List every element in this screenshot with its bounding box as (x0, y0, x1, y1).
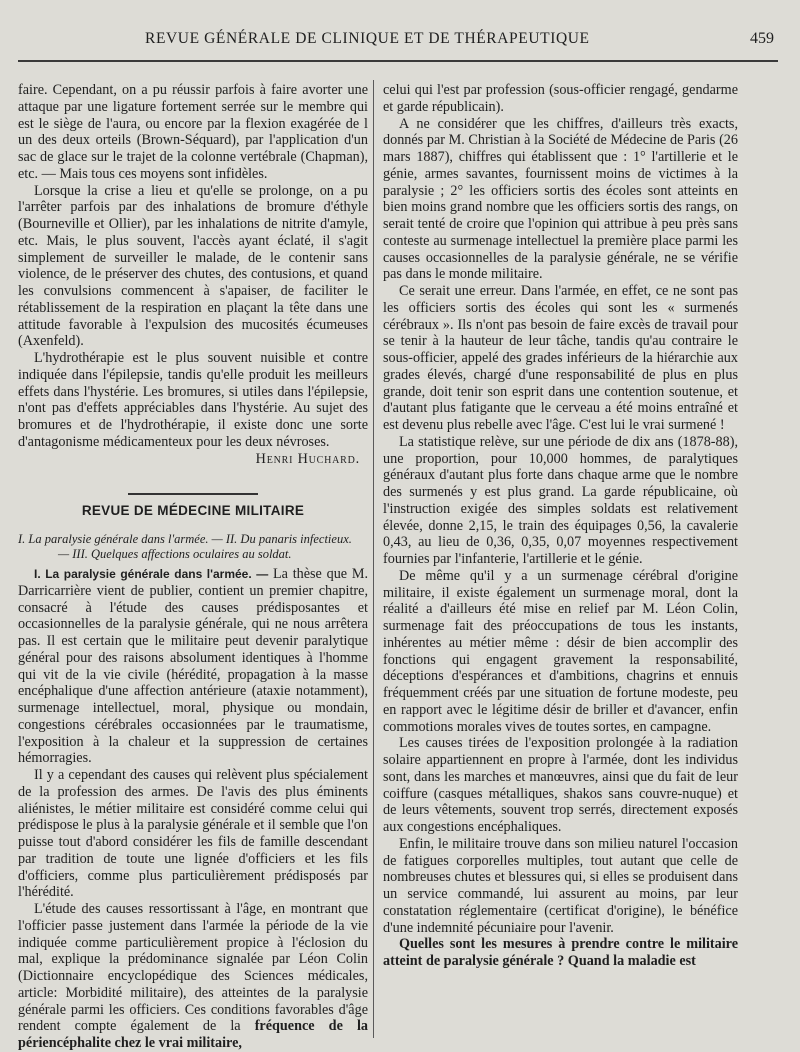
paragraph (18, 566, 368, 767)
paragraph: Quelles sont les mesures à prendre contre le militaire atteint de paralysie générale ? Quand la maladie est (383, 936, 738, 969)
run-in-heading: I. La paralysie générale dans l'armée. — (34, 567, 269, 581)
paragraph (18, 901, 368, 1052)
paragraph-text: L'étude des causes ressortissant à l'âge, en montrant que l'officier passe justement dans l'armée la période de la vie indiquée comme particulièrement propice à l'éclosion du mal, explique la prédominance signalée par Léon Colin (Dictionnaire encyclopédique des Sciences médicales, article: Morbidité militaire), des atteintes de la paralysie générale parmi les officiers. Ces conditions favorables d'âge rendent compte également de la (18, 901, 368, 1035)
paragraph: L'hydrothérapie est le plus souvent nuisible et contre indiquée dans l'épilepsie, tandis qu'elle produit les meilleurs effets dans l'hystérie. Les bromures, si utiles dans l'épilepsie, n'ont pas d'effets appréciables dans l'hystérie. Au sujet des bromures et de l'hydrothérapie, il existe donc une sorte d'antagonisme médicamenteux pour les deux névroses. (18, 350, 368, 450)
paragraph-text: La thèse que M. Darricarrière vient de publier, contient un premier chapitre, consacré à l'étude des causes prédisposantes et occasionnelles de la paralysie générale, qui ne nous arrêtera pas. Il est certain que le militaire peut devenir paralytique général pour des raisons absolument identiques à l'homme qui vit de la vie civile (hérédité, propagation à la masse encéphalique d'une affection antérieure (ataxie notamment), surmenage intellectuel, moral, physique ou mondain, congestions cérébrales occasionnées par le traumatisme, l'exposition à la chaleur et la suppression de certaines hémorragies. (18, 566, 369, 767)
author-signature: Henri Huchard. (255, 450, 360, 467)
paragraph: Enfin, le militaire trouve dans son milieu naturel l'occasion de fatigues corporelles multiples, tout autant que celle de nombreuses chutes et blessures qui, si elles se produisent dans un service commandé, lui assurent au moins, par leur constatation réglementaire (certificat d'origine), le bénéfice d'une indemnité pécuniaire pour l'avenir. (383, 835, 738, 936)
summary-line: I. La paralysie générale dans l'armée. — II. Du panaris infectieux. (18, 532, 352, 546)
paragraph: Ce serait une erreur. Dans l'armée, en effet, ce ne sont pas les officiers sortis des écoles qui sont les « surmenés cérébraux ». Ils n'ont pas besoin de faire excès de travail pour se tenir à la hauteur de leur tâche, tandis qu'au contraire le sous-officier, appelé des grades inférieurs de la hiérarchie aux grades élevés, chargé d'une responsabilité de plus en plus grande, doit tenir son esprit dans une contention soutenue, et d'autant plus fatigante que le cerveau a été moins entraîné et est devenu plus rebelle avec l'âge. C'est lui le vrai surmené ! (383, 283, 738, 433)
summary-line: — III. Quelques affections oculaires au soldat. (58, 547, 292, 561)
page-number: 459 (750, 30, 774, 47)
paragraph: De même qu'il y a un surmenage cérébral d'origine militaire, il existe également un surmenage moral, dont la réalité a d'ailleurs été mise en relief par M. Léon Colin, surmenage fait des préoccupations de tous les instants, inhérentes au métier même : désir de bien accomplir des fonctions qui engagent gravement la responsabilité, déceptions d'espérances et d'ambitions, chagrins et ennuis fréquemment créés par une situation de fortune modeste, peu en rapport avec le légitime désir de briller et d'avancer, enfin commotions morales vives de toutes sortes, en campagne. (383, 567, 738, 735)
running-head (40, 28, 780, 54)
right-column (383, 82, 738, 970)
paragraph: A ne considérer que les chiffres, d'ailleurs très exacts, donnés par M. Christian à la Société de Médecine de Paris (26 mars 1887), chiffres qui établissent que : 1° l'artillerie et le génie, armes savantes, fournissent moins de victimes à la paralysie ; 2° les officiers sortis des écoles sont atteints en bien moins grand nombre que les officiers sortis des rangs, on serait tenté de croire que l'opinion qui attribue à peu près sans conteste au surmenage intellectuel la première place parmi les causes occasionnelles de la paralysie générale, ne se vérifie pas dans le monde militaire. (383, 115, 738, 283)
left-column (18, 82, 368, 1052)
paragraph: Les causes tirées de l'exposition prolongée à la radiation solaire appartiennent en propre à l'armée, dont les individus sont, dans les marches et manœuvres, ainsi que du fait de leur coiffure (casques métalliques, shakos sans couvre-nuque) et de leurs vêtements, souvent trop serrés, directement exposés aux congestions encéphaliques. (383, 735, 738, 835)
running-title: REVUE GÉNÉRALE DE CLINIQUE ET DE THÉRAPEUTIQUE (145, 30, 590, 47)
column-divider (373, 80, 374, 1038)
paragraph: Lorsque la crise a lieu et qu'elle se prolonge, on a pu l'arrêter parfois par des inhalations de bromure d'éthyle (Bourneville et Ollier), par les inhalations de nitrite d'amyle, etc. Mais, le plus souvent, l'accès ayant éclaté, il s'agit simplement de surveiller le malade, de le contenir sans violence, de le préserver des chutes, des contusions, et quand les convulsions commencent à s'apaiser, de faciliter le rétablissement de la respiration en plaçant la tête dans une attitude favorable à l'expulsion des mucosités écumeuses (Axenfeld). (18, 182, 368, 350)
paragraph-bold-text: fréquence de la périencéphalite chez le vrai militaire, (18, 1018, 368, 1051)
paragraph: faire. Cependant, on a pu réussir parfois à faire avorter une attaque par une ligature fortement serrée sur le membre qui est le siège de l'aura, ou encore par la flexion exagérée de l un des deux orteils (Brown-Séquard), par l'application d'un sac de glace sur le trajet de la colonne vertébrale (Chapman), etc. — Mais tous ces moyens sont infidèles. (18, 82, 368, 182)
paragraph: La statistique relève, sur une période de dix ans (1878-88), une proportion, pour 10,000 hommes, de paralytiques généraux d'autant plus forte dans chaque arme que le nombre des surmenés y est plus grand. La garde républicaine, où l'instruction exigée des simples soldats est relativement élevée, donne 2,15, le train des équipages 0,56, la cavalerie 0,43, au lieu de 0,36, 0,35, 0,07 moyennes respectivement fournies par l'infanterie, l'artillerie et le génie. (383, 433, 738, 567)
paragraph: Il y a cependant des causes qui relèvent plus spécialement de la profession des armes. De l'avis des plus éminents aliénistes, le métier militaire est considéré comme celui qui prédispose le plus à la paralysie générale et il semble que l'on puisse tout d'abord considérer les fils de famille descendant par tradition de toute une lignée d'officiers et les fils d'officiers, comme plus particulièrement prédisposés par l'hérédité. (18, 767, 368, 901)
paragraph: celui qui l'est par profession (sous-officier rengagé, gendarme et garde républicain). (383, 82, 738, 115)
header-rule (18, 60, 778, 62)
section-rule (128, 493, 258, 495)
section-title: REVUE DE MÉDECINE MILITAIRE (81, 503, 305, 519)
section-summary (18, 532, 368, 562)
